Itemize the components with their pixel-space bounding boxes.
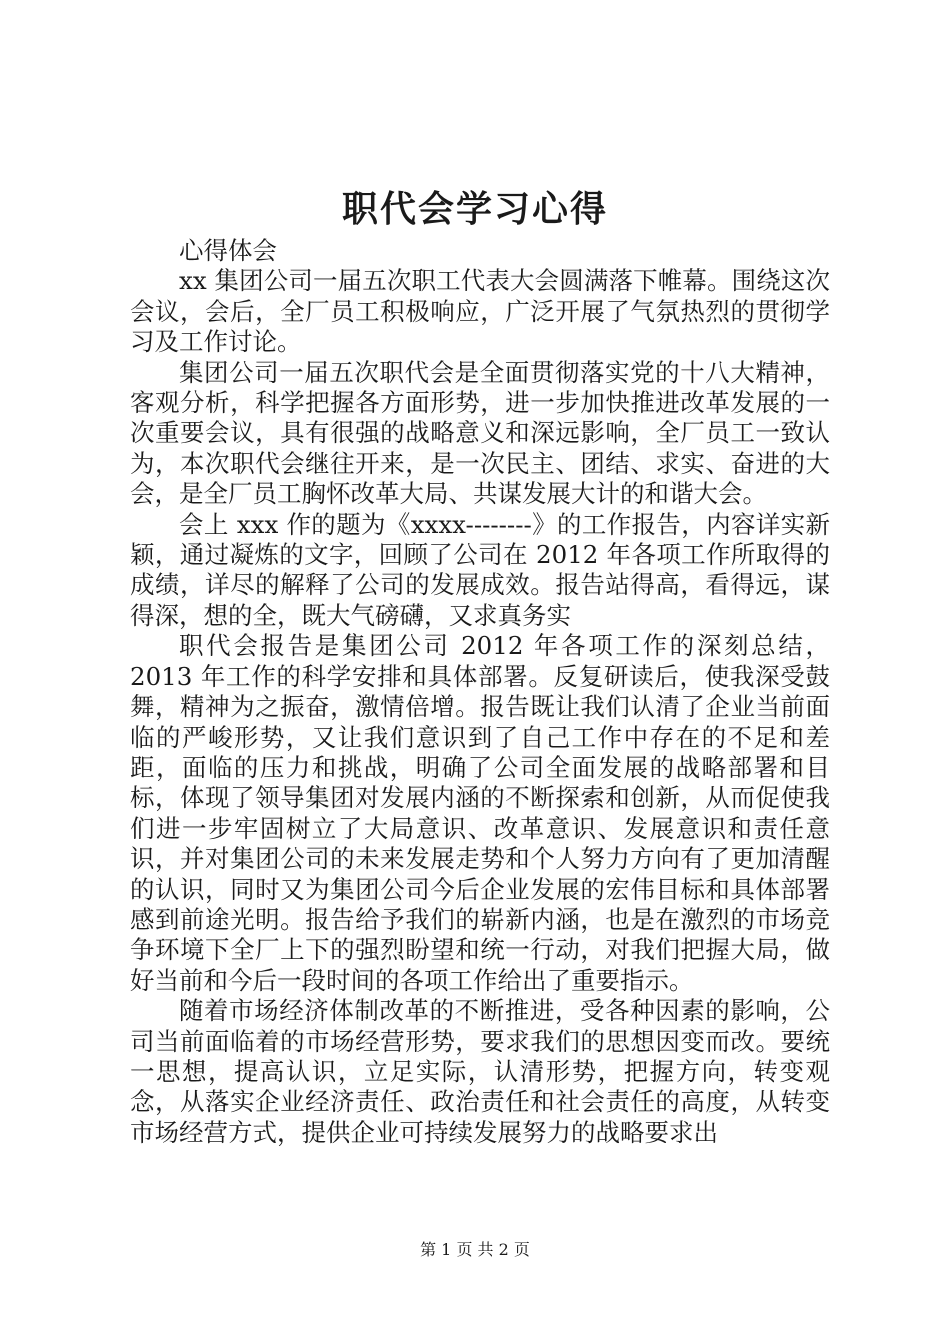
- paragraph: 会上 xxx 作的题为《xxxx--------》的工作报告，内容详实新颖，通过凝炼的文字，回顾了公司在 2012 年各项工作所取得的成绩，详尽的解释了公司的发展成效。报告站得高，看得远，谋得深，想的全，既大气磅礴，又求真务实: [130, 509, 830, 630]
- paragraph: 集团公司一届五次职代会是全面贯彻落实党的十八大精神，客观分析，科学把握各方面形势，进一步加快推进改革发展的一次重要会议，具有很强的战略意义和深远影响，全厂员工一致认为，本次职代会继往开来，是一次民主、团结、求实、奋进的大会，是全厂员工胸怀改革大局、共谋发展大计的和谐大会。: [130, 357, 830, 509]
- document-title: 职代会学习心得: [341, 189, 608, 230]
- paragraph: 职代会报告是集团公司 2012 年各项工作的深刻总结，2013 年工作的科学安排和具体部署。反复研读后，使我深受鼓舞，精神为之振奋，激情倍增。报告既让我们认清了企业当前面临的严峻形势，又让我们意识到了自己工作中存在的不足和差距，面临的压力和挑战，明确了公司全面发展的战略部署和目标，体现了领导集团对发展内涵的不断探索和创新，从而促使我们进一步牢固树立了大局意识、改革意识、发展意识和责任意识，并对集团公司的未来发展走势和个人努力方向有了更加清醒的认识，同时又为集团公司今后企业发展的宏伟目标和具体部署感到前途光明。报告给予我们的崭新内涵，也是在激烈的市场竞争环境下全厂上下的强烈盼望和统一行动，对我们把握大局，做好当前和今后一段时间的各项工作给出了重要指示。: [130, 631, 830, 995]
- page-number-footer: 第 1 页 共 2 页: [420, 1240, 530, 1259]
- paragraph-heading: 心得体会: [179, 236, 277, 265]
- document-body: [130, 236, 830, 1148]
- paragraph: 随着市场经济体制改革的不断推进，受各种因素的影响，公司当前面临着的市场经营形势，要求我们的思想因变而改。要统一思想，提高认识，立足实际，认清形势，把握方向，转变观念，从落实企业经济责任、政治责任和社会责任的高度，从转变市场经营方式，提供企业可持续发展努力的战略要求出: [130, 996, 830, 1147]
- paragraph: xx 集团公司一届五次职工代表大会圆满落下帷幕。围绕这次会议，会后，全厂员工积极响应，广泛开展了气氛热烈的贯彻学习及工作讨论。: [130, 266, 830, 357]
